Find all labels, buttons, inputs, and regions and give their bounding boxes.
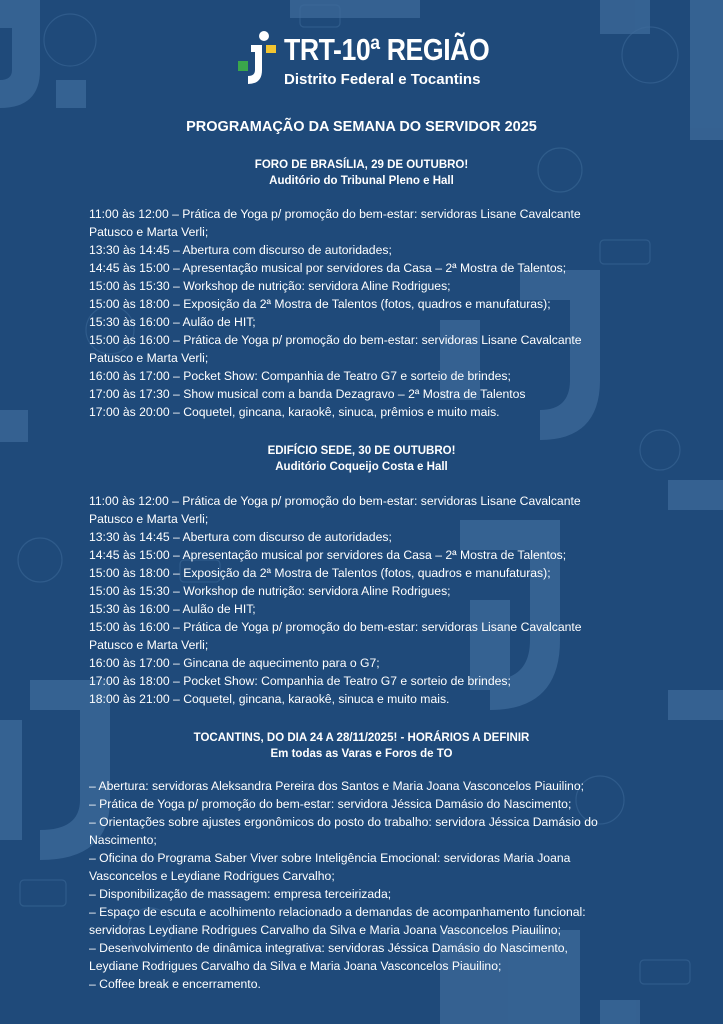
section-3-activities [89,777,649,993]
logo-title: TRT-10ª REGIÃO [284,32,490,67]
schedule-line: 17:00 às 20:00 – Coquetel, gincana, karaokê, sinuca, prêmios e muito mais. [89,405,500,419]
schedule-line: 15:00 às 18:00 – Exposição da 2ª Mostra de Talentos (fotos, quadros e manufaturas); [89,566,551,580]
section-1-header [0,157,723,189]
schedule-line: 15:00 às 18:00 – Exposição da 2ª Mostra de Talentos (fotos, quadros e manufaturas); [89,297,551,311]
activity-line: servidoras Leydiane Rodrigues Carvalho da Silva e Maria Joana Vasconcelos Piauilino; [89,923,561,937]
schedule-line: 16:00 às 17:00 – Pocket Show: Companhia de Teatro G7 e sorteio de brindes; [89,369,511,383]
schedule-line: Patusco e Marta Verli; [89,351,209,365]
schedule-line: 11:00 às 12:00 – Prática de Yoga p/ promoção do bem-estar: servidoras Lisane Cavalcante [89,207,581,221]
logo-subtitle: Distrito Federal e Tocantins [284,71,481,88]
section-2-heading: EDIFÍCIO SEDE, 30 DE OUTUBRO! [267,445,456,457]
schedule-line: 15:30 às 16:00 – Aulão de HIT; [89,315,256,329]
schedule-line: 15:30 às 16:00 – Aulão de HIT; [89,602,256,616]
page-title: PROGRAMAÇÃO DA SEMANA DO SERVIDOR 2025 [186,119,537,135]
section-3-subheading: Em todas as Varas e Foros de TO [270,748,453,760]
section-1-heading: FORO DE BRASÍLIA, 29 DE OUTUBRO! [254,159,469,171]
activity-line: Nascimento; [89,833,157,847]
activity-line: – Abertura: servidoras Aleksandra Pereira dos Santos e Maria Joana Vasconcelos Piauilino; [89,779,584,793]
section-2-subheading: Auditório Coqueijo Costa e Hall [275,461,448,473]
schedule-line: 15:00 às 15:30 – Workshop de nutrição: servidora Aline Rodrigues; [89,584,451,598]
schedule-line: 17:00 às 18:00 – Pocket Show: Companhia de Teatro G7 e sorteio de brindes; [89,674,511,688]
schedule-line: 11:00 às 12:00 – Prática de Yoga p/ promoção do bem-estar: servidoras Lisane Cavalcante [89,494,581,508]
section-3-heading: TOCANTINS, DO DIA 24 A 28/11/2025! - HORÁRIOS A DEFINIR [193,732,530,744]
section-1-schedule [89,205,649,421]
activity-line: Vasconcelos e Leydiane Rodrigues Carvalho; [89,869,335,883]
section-2-header [0,443,723,475]
schedule-line: 16:00 às 17:00 – Gincana de aquecimento para o G7; [89,656,380,670]
trt-logo-mark-icon [238,30,278,90]
schedule-line: 17:00 às 17:30 – Show musical com a banda Dezagravo – 2ª Mostra de Talentos [89,387,526,401]
schedule-line: 13:30 às 14:45 – Abertura com discurso de autoridades; [89,530,392,544]
trt-logo [238,30,498,92]
schedule-line: 18:00 às 21:00 – Coquetel, gincana, karaokê, sinuca e muito mais. [89,692,450,706]
activity-line: – Orientações sobre ajustes ergonômicos do posto do trabalho: servidora Jéssica Damásio do [89,815,598,829]
activity-line: – Coffee break e encerramento. [89,977,261,991]
activity-line: Leydiane Rodrigues Carvalho da Silva e Maria Joana Vasconcelos Piauilino; [89,959,502,973]
schedule-line: 15:00 às 15:30 – Workshop de nutrição: servidora Aline Rodrigues; [89,279,451,293]
activity-line: – Prática de Yoga p/ promoção do bem-estar: servidora Jéssica Damásio do Nascimento; [89,797,572,811]
schedule-line: Patusco e Marta Verli; [89,638,209,652]
section-3-header [0,730,723,762]
activity-line: – Desenvolvimento de dinâmica integrativa: servidoras Jéssica Damásio do Nascimento, [89,941,568,955]
schedule-line: 15:00 às 16:00 – Prática de Yoga p/ promoção do bem-estar: servidoras Lisane Cavalcante [89,333,582,347]
section-1-subheading: Auditório do Tribunal Pleno e Hall [269,175,454,187]
schedule-line: Patusco e Marta Verli; [89,225,209,239]
activity-line: – Espaço de escuta e acolhimento relacionado a demandas de acompanhamento funcional: [89,905,586,919]
schedule-line: 15:00 às 16:00 – Prática de Yoga p/ promoção do bem-estar: servidoras Lisane Cavalcante [89,620,582,634]
schedule-line: 14:45 às 15:00 – Apresentação musical por servidores da Casa – 2ª Mostra de Talentos; [89,548,567,562]
activity-line: – Oficina do Programa Saber Viver sobre Inteligência Emocional: servidoras Maria Joana [89,851,571,865]
schedule-line: Patusco e Marta Verli; [89,512,209,526]
schedule-line: 13:30 às 14:45 – Abertura com discurso de autoridades; [89,243,392,257]
schedule-line: 14:45 às 15:00 – Apresentação musical por servidores da Casa – 2ª Mostra de Talentos; [89,261,567,275]
section-2-schedule [89,492,649,708]
activity-line: – Disponibilização de massagem: empresa terceirizada; [89,887,392,901]
